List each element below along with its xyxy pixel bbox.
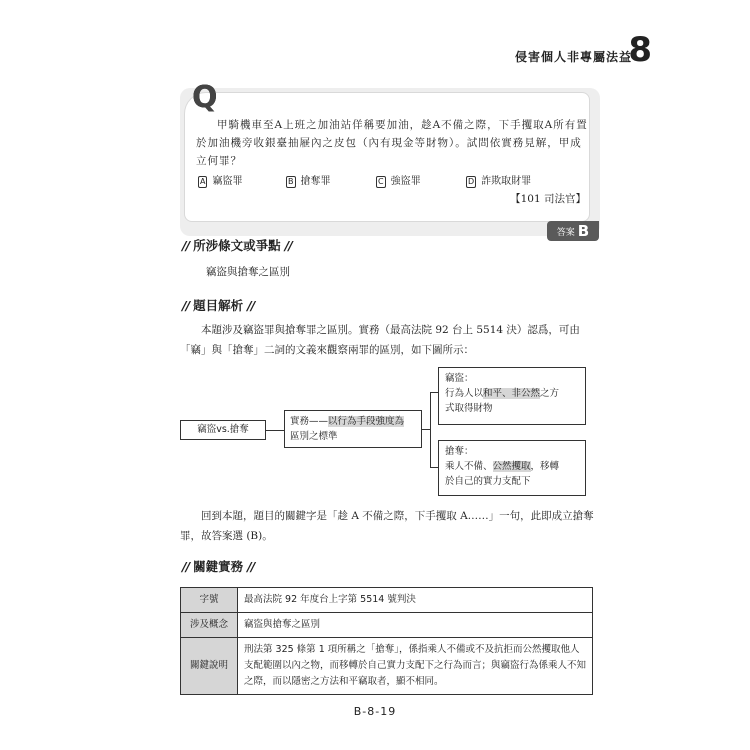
answer-badge xyxy=(547,221,599,241)
exam-source: 【101 司法官】 xyxy=(510,193,586,205)
question-body: 甲騎機車至A上班之加油站佯稱要加油，趁A不備之際，下手攫取A所有置於加油機旁收銀臺抽屜內之皮包（內有現金等財物）。試問依實務見解，甲成立何罪？ xyxy=(196,119,588,167)
key-practice-table xyxy=(180,587,593,695)
table-row xyxy=(181,613,593,638)
option-a: A 竊盜罪 xyxy=(200,176,243,187)
answer-key-label: 答案 xyxy=(556,227,575,238)
table-value-cell: 刑法第 325 條第 1 項所稱之「搶奪」，係指乘人不備或不及抗拒而公然攫取他人支配範圍以內之物，而移轉於自己實力支配下之行為而言；與竊盜行為係乘人不知之際，而以隱密之方法和平竊取者，顯不相同。 xyxy=(238,638,593,695)
connector-root-mid xyxy=(266,430,284,431)
question-text xyxy=(196,116,588,170)
table-row xyxy=(181,588,593,613)
option-c: C 強盜罪 xyxy=(378,176,421,187)
table-value-cell: 竊盜與搶奪之區別 xyxy=(238,613,593,638)
table-head-cell: 字號 xyxy=(181,588,238,613)
connector-top xyxy=(430,392,438,393)
chapter-number: 8 xyxy=(628,30,652,70)
issue-heading: // 所涉條文或爭點 // xyxy=(182,238,292,253)
option-b: B 搶奪罪 xyxy=(288,176,331,187)
analysis-paragraph-2: 回到本題，題目的關鍵字是「趁 A 不備之際，下手攫取 A……」一句，此即成立搶奪罪，故答案選 (B)。 xyxy=(180,510,594,542)
analysis-paragraph-1: 本題涉及竊盜罪與搶奪罪之區別。實務（最高法院 92 台上 5514 決）認爲，可由「竊」與「搶奪」二詞的文義來觀察兩罪的區別，如下圖所示： xyxy=(180,324,580,356)
issue-text: 竊盜與搶奪之區別 xyxy=(206,266,290,278)
chapter-title: 侵害個人非專屬法益 xyxy=(514,50,632,64)
table-row xyxy=(181,638,593,695)
table-value-cell: 最高法院 92 年度台上字第 5514 號判決 xyxy=(238,588,593,613)
connector-bottom xyxy=(430,467,438,468)
diagram-middle-box: 實務——以行為手段強度為 區別之標準 xyxy=(284,410,422,448)
analysis-heading: // 題目解析 // xyxy=(182,298,255,313)
answer-value: B xyxy=(577,222,590,240)
connector-vertical xyxy=(430,392,431,468)
table-head-cell: 關鍵說明 xyxy=(181,638,238,695)
page-number: B-8-19 xyxy=(353,705,397,718)
option-d: D 詐欺取財罪 xyxy=(468,176,532,187)
question-label: Q xyxy=(192,80,218,115)
diagram-root: 竊盜vs.搶奪 xyxy=(180,420,266,440)
diagram-snatching-box: 搶奪： 乘人不備、公然攫取，移轉 於自己的實力支配下 xyxy=(438,440,586,496)
table-head-cell: 涉及概念 xyxy=(181,613,238,638)
diagram-theft-box: 竊盜： 行為人以和平、非公然之方 式取得財物 xyxy=(438,367,586,425)
practice-heading: // 關鍵實務 // xyxy=(182,559,255,574)
connector-mid-branch xyxy=(422,429,430,430)
